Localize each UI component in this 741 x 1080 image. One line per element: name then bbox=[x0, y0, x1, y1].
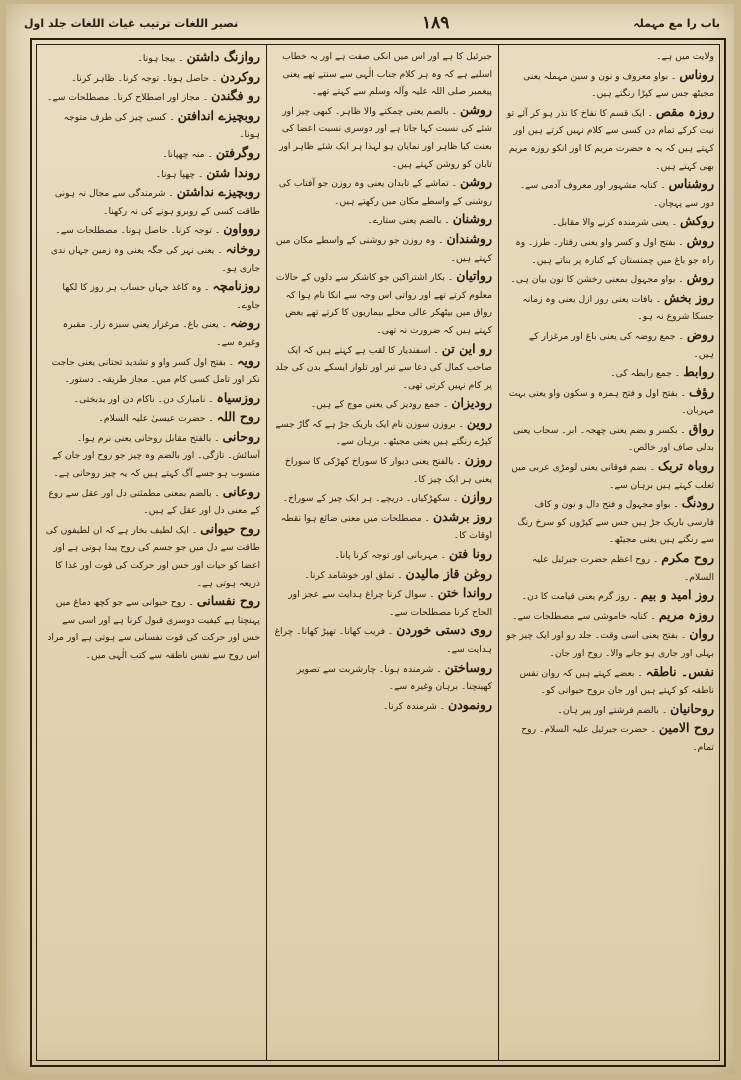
entry-headword: روازنگ داشتن bbox=[186, 49, 260, 64]
dictionary-entry: نفس۔ ناطقہ ۔ بعضے کہتے ہیں کہ روان نفس ناطقہ کو کہتے ہیں اور جان بروح حیوانی کو۔ bbox=[519, 663, 714, 697]
page-number: ۱۸۹ bbox=[422, 13, 450, 33]
dictionary-entry: رونا فتن ۔ مہربانی اور توجہ کرنا پانا۔ bbox=[334, 546, 492, 562]
dictionary-entry: روشن ۔ بالضم یعنی چمکنے والا ظاہر۔ کبھی چیز اور شئے کی نسبت کہا جاتا ہے اور دوسری نسبت اعضا کی بعنت کیا ظاہر اور نمایان ہو لہذا ہر ایک شئے ظاہر اور تابان کو روشن کہتے ہیں۔ bbox=[279, 101, 492, 170]
dictionary-entry: روعانی ۔ بالضم بمعنی مطمئنی دل اور عقل سے روع کے معنی دل اور عقل کے ہیں۔ bbox=[48, 483, 260, 517]
dictionary-entry: روز امید و بیم ۔ روز گرم یعنی قیامت کا دن۔ bbox=[521, 587, 714, 603]
entry-headword: رواندا ختن bbox=[437, 585, 492, 601]
dictionary-entry: روح مکرم ۔ روح اعظم حضرت جبرئیل علیہ السلام۔ bbox=[532, 550, 714, 583]
entry-headword: روزسیاہ bbox=[216, 389, 260, 405]
entry-headword: روگرفتن bbox=[215, 144, 260, 160]
entry-definition: وہ کاغذ جہاں حساب ہر روز کا لکھا جاوے۔ bbox=[62, 282, 260, 311]
entry-definition: مہربانی اور توجہ کرنا پانا۔ bbox=[334, 550, 438, 562]
entry-headword: رواتیان bbox=[456, 268, 492, 284]
dictionary-entry: رو فگندن ۔ مجاز اور اصطلاح کرنا۔ مصطلحات سے۔ bbox=[47, 88, 260, 104]
entry-headword: روز بخش bbox=[664, 289, 714, 305]
entry-headword: روغن قاز مالیدن bbox=[405, 565, 492, 581]
dictionary-entry bbox=[506, 48, 714, 66]
entry-headword: رواق bbox=[688, 420, 714, 436]
dictionary-entry: روازن ۔ سکھڑکیاں۔ دریچے۔ ہر ایک چیز کے سوراخ۔ bbox=[282, 489, 492, 505]
entry-definition: دور سے پہچان۔ bbox=[653, 197, 714, 209]
entry-headword: رونا فتن bbox=[449, 546, 492, 562]
column-divider bbox=[266, 44, 267, 1061]
entry-definition: بفتح یعنی اسی وقت۔ جلد رو اور ایک چیز جو بہلی اور جاری ہو جانے والا۔ روح اور جان۔ bbox=[506, 630, 714, 659]
entry-headword: روح الامین bbox=[658, 720, 714, 736]
entry-headword: روزہ مریم bbox=[658, 606, 714, 622]
entry-definition: بالضم فرشتے اور پیر ہان۔ bbox=[557, 704, 659, 716]
entry-headword: روح نفسانی bbox=[196, 593, 260, 609]
entry-headword: روز برشدن bbox=[432, 508, 492, 524]
entry-headword: روواون bbox=[223, 221, 260, 237]
entry-definition: نامبارک دن۔ ناکام دن اور بدبختی۔ bbox=[73, 393, 206, 405]
entry-definition: بواو مجہول بمعنی رخشن کا نون بیان ہی۔ bbox=[510, 274, 676, 286]
dictionary-entry: روبچیزے اندافتن ۔ کسی چیز کی طرف متوجہ ہونا۔ bbox=[63, 107, 260, 141]
entry-headword: روازن bbox=[461, 489, 492, 505]
dictionary-entry: روساختن ۔ شرمندہ ہونا۔ چارشربت سے تصویر کھینچنا۔ برہان وغیرہ سے۔ bbox=[296, 659, 492, 693]
entry-headword: روندا شتن bbox=[206, 164, 260, 180]
dictionary-entry: روشندان ۔ وہ روزن جو روشنی کے واسطے مکان میں کہتے ہیں۔ bbox=[275, 230, 492, 264]
entry-definition: بافات یعنی روز ازل یعنی وہ زمانہ جسکا شروع نہ ہو۔ bbox=[522, 293, 714, 323]
column-right bbox=[506, 48, 714, 1057]
entry-definition: بیجا ہونا۔ bbox=[137, 53, 176, 64]
entry-definition: بکسر و بضم یعنی چھجہ۔ ابر۔ سحاب یعنی بدلی صاف اور خالص۔ bbox=[513, 424, 714, 454]
entry-headword: روح حیوانی bbox=[200, 520, 260, 536]
dictionary-entry: روح نفسانی ۔ روح حیوانی سے جو کچھ دماغ میں پہنچتا ہے کیفیت دوسری قبول کرنا ہے اور اسی سے حس اور حرکت کی قوت نفسانی سے ہوتی ہے اور مراد اس روح سے نفس ناطقہ سے کتب الٰہی میں۔ bbox=[47, 593, 260, 661]
entry-headword: روح مکرم bbox=[661, 550, 714, 566]
entry-headword: روعانی bbox=[222, 483, 260, 499]
entry-headword: روکردن bbox=[220, 68, 260, 84]
entry-definition: روح حیوانی سے جو کچھ دماغ میں پہنچتا ہے کیفیت دوسری قبول کرنا ہے اور اسی سے حس اور حرکت کی قوت نفسانی سے ہوتی ہے اور مراد اس روح سے نفس ناطقہ سے کتب الٰہی میں۔ bbox=[47, 597, 260, 661]
dictionary-entry: رودیزان ۔ جمع رودیز کی یعنی موج کے ہیں۔ bbox=[310, 395, 492, 411]
entry-headword: روحانیان bbox=[670, 700, 714, 716]
entry-headword: رؤف bbox=[688, 383, 714, 399]
entry-definition: روز گرم یعنی قیامت کا دن۔ bbox=[521, 591, 630, 603]
entry-headword: روین bbox=[466, 414, 492, 430]
entry-headword: رودنگ bbox=[681, 495, 714, 511]
dictionary-entry: روبچیزے نداشتن ۔ شرمندگی سے مجال نہ ہونی طاقت کسی کے روبرو ہونے کی نہ رکھنا۔ bbox=[54, 184, 260, 217]
entry-headword: رونمودن bbox=[448, 696, 492, 712]
dictionary-entry: روحانیان ۔ بالضم فرشتے اور پیر ہان۔ bbox=[557, 700, 714, 716]
entry-definition: یعنی باغ۔ مرغزار یعنی سبزہ زار۔ مقبرہ وغیرہ سے۔ bbox=[62, 319, 260, 348]
entry-headword: رویہ bbox=[237, 352, 260, 368]
entry-definition: کنایہ خاموشی سے مصطلحات سے۔ bbox=[512, 610, 648, 622]
entry-headword: روی دستی خوردن bbox=[396, 622, 492, 638]
dictionary-entry: رواندا ختن ۔ سوال کرنا چراغ ہدایت سے عجز اور الحاح کرنا مصطلحات سے۔ bbox=[288, 585, 492, 618]
dictionary-entry: روح اللہ ۔ حضرت عیسیٰ علیہ السلام۔ bbox=[98, 409, 260, 425]
entry-headword: روساختن bbox=[444, 659, 492, 675]
entry-definition: توجہ کرنا۔ حاصل ہونا۔ مصطلحات سے۔ bbox=[55, 225, 212, 237]
entry-headword: رو این تن bbox=[441, 340, 492, 356]
dictionary-entry: روباہ تربک ۔ بضم فوقانی یعنی لومڑی عربی میں ثعلب کہتے ہیں برہان سے۔ bbox=[511, 458, 714, 491]
entry-definition: بضم فوقانی یعنی لومڑی عربی میں ثعلب کہتے ہیں برہان سے۔ bbox=[511, 462, 714, 491]
dictionary-entry: رودنگ ۔ بواو مجہول و فتح دال و نون و کاف فارسی باریک جڑ ہیں جس سے کپڑوں کو سرخ رنگ سے رنگتے ہیں یعنی مجیٹھ۔ bbox=[517, 495, 714, 546]
dictionary-entry: روح حیوانی ۔ ایک لطیف بخار ہے کہ ان لطیفوں کی طاقت سے دل میں جو جسم کی روح پیدا ہوتی ہے اور اعضا کو حیات اور حس اور حرکت کی قوت اور غذا کا ذریعہ ہوتی ہے۔ bbox=[45, 520, 260, 589]
entry-headword: روباہ تربک bbox=[657, 458, 714, 474]
entry-definition: شرمندہ کرنا۔ bbox=[383, 700, 437, 712]
entry-definition: مجاز اور اصطلاح کرنا۔ مصطلحات سے۔ bbox=[47, 92, 200, 104]
entry-definition: جمع رابطہ کی۔ bbox=[610, 368, 672, 380]
entry-headword: روح اللہ bbox=[216, 409, 260, 425]
dictionary-entry bbox=[506, 195, 714, 213]
header-section-title: باب را مع مہملہ bbox=[633, 16, 720, 30]
entry-definition: جبرئیل کا ہے اور اس میں انکی صفت ہے اور یہ خطاب اسلیے ہے کہ وہ ہر کلام جناب الٰہی سے سنتے تھے یعنی پیغمبر صلی اللہ علیہ وآلہ وسلم سے کہتے تھے۔ bbox=[282, 51, 492, 98]
entry-headword: روزنامچہ bbox=[212, 278, 260, 294]
entry-definition: جمع رودیز کی یعنی موج کے ہیں۔ bbox=[310, 399, 441, 411]
entry-definition: کنایہ مشہور اور معروف آدمی سے۔ bbox=[519, 180, 658, 192]
entry-definition: حضرت عیسیٰ علیہ السلام۔ bbox=[98, 413, 206, 425]
entry-definition: کسی چیز کی طرف متوجہ ہونا۔ bbox=[63, 111, 260, 141]
entry-definition: یعنی نہر کی جگہ یعنی وہ زمین جہاں ندی جاری ہو۔ bbox=[50, 244, 260, 274]
dictionary-entry: روز برشدن ۔ مصطلحات میں معنی ضائع ہوا نقطہ اوقات کا۔ bbox=[280, 508, 492, 542]
dictionary-entry: روندا شتن ۔ چھپا ہونا۔ bbox=[155, 164, 260, 180]
dictionary-entry: روخانہ ۔ یعنی نہر کی جگہ یعنی وہ زمین جہاں ندی جاری ہو۔ bbox=[50, 240, 260, 274]
entry-headword: روان bbox=[689, 626, 714, 642]
entry-definition: بالفتح مقابل روحانی یعنی نرم ہوا۔ آسائش۔ تازگی۔ اور بالضم وہ چیز جو روح اور جان کے منسوب ہو جسے آگ کہتے ہیں کہ یہ چیز روحانی ہے۔ bbox=[52, 432, 260, 480]
dictionary-entry: روز بخش ۔ بافات یعنی روز ازل یعنی وہ زمانہ جسکا شروع نہ ہو۔ bbox=[522, 289, 714, 323]
dictionary-entry bbox=[274, 48, 492, 101]
entry-definition: سکھڑکیاں۔ دریچے۔ ہر ایک چیز کے سوراخ۔ bbox=[282, 493, 450, 505]
entry-definition: حاصل ہونا۔ توجہ کرنا۔ ظاہر کرنا۔ bbox=[71, 72, 210, 84]
entry-headword: روبچیزے اندافتن bbox=[177, 107, 260, 123]
entry-headword: روش bbox=[686, 232, 714, 248]
entry-definition: ایک قسم کا نفاخ کا نذر ہو کر آئے تو نیت کرکے تمام دن کسی سے کلام نہیں کرتے ہیں اور کہتے ہیں کہ یہ ہ حضرت مریم کا اور انکو روزہ مریم بھی کہتے ہیں۔ bbox=[506, 107, 714, 172]
dictionary-entry: روکردن ۔ حاصل ہونا۔ توجہ کرنا۔ ظاہر کرنا۔ bbox=[71, 68, 260, 84]
entry-definition: بکار اشتراکین جو کاشکر سے دلوں کے حالات معلوم کرتے تھے اور رواتی اس وجہ سے انکا نام ہوا کہ رواق میں بیٹھکر عالی محلے بیماریوں کا کرتے تھے بعض کہتے ہیں کہ ضرورت نہ تھی۔ bbox=[275, 272, 492, 336]
entry-definition: حضرت جبرئیل علیہ السلام۔ روح تمام۔ bbox=[521, 724, 714, 753]
dictionary-entry: رؤف ۔ بفتح اول و فتح ہمزہ و سکون واو یعنی بہت مہربان۔ bbox=[508, 383, 714, 417]
entry-headword: روشناس bbox=[668, 176, 714, 192]
entry-headword: روشنان bbox=[452, 211, 492, 227]
dictionary-entry: رو این تن ۔ اسفندیار کا لقب ہے کہتے ہیں کہ ایک صاحب کمال کی دعا سے تیر اور تلوار ایسکے بدن کی جلد پر کام نہیں کرتی تھی۔ bbox=[275, 340, 492, 391]
entry-definition: بواو معروف و نون و سین مہملہ یعنی مجیٹھ جس سے کپڑا رنگتے ہیں۔ bbox=[523, 70, 714, 100]
entry-definition: بعضے کہتے ہیں کہ روان نفس ناطقہ کو کہتے ہیں اور جان بروح حیوانی کو۔ bbox=[519, 667, 714, 697]
entry-definition: اسفندیار کا لقب ہے کہتے ہیں کہ ایک صاحب کمال کی دعا سے تیر اور تلوار ایسکے بدن کی جلد پر کام نہیں کرتی تھی۔ bbox=[275, 344, 492, 391]
entry-headword: نفس۔ ناطقہ bbox=[645, 663, 714, 679]
entry-headword: روخانہ bbox=[225, 240, 260, 256]
dictionary-entry: روزن ۔ بالفتح یعنی دیوار کا سوراخ کھڑکی کا سوراخ یعنی ہر ایک چیز کا۔ bbox=[284, 452, 492, 485]
entry-definition: ولایت میں ہے۔ bbox=[656, 51, 714, 62]
entry-definition: تماشے کے تابدان یعنی وہ روزن جو آفتاب کی روشنی کے واسطے مکان میں رکھتے ہیں۔ bbox=[278, 178, 492, 207]
entry-headword: روضہ bbox=[229, 315, 260, 331]
entry-headword: روشندان bbox=[446, 230, 492, 246]
dictionary-entry: روشن ۔ تماشے کے تابدان یعنی وہ روزن جو آفتاب کی روشنی کے واسطے مکان میں رکھتے ہیں۔ bbox=[278, 174, 492, 207]
dictionary-entry: رونمودن ۔ شرمندہ کرنا۔ bbox=[383, 696, 492, 712]
entry-definition: تملق اور خوشامد کرنا۔ bbox=[304, 569, 395, 581]
entry-definition: سوال کرنا چراغ ہدایت سے عجز اور الحاح کرنا مصطلحات سے۔ bbox=[288, 589, 492, 618]
dictionary-page bbox=[6, 4, 734, 1074]
dictionary-entry: روش ۔ بفتح اول و کسر واو یعنی رفتار۔ طرز۔ وہ راہ جو باغ میں چمنستان کے کنارہ پر بناتے ہیں۔ bbox=[515, 232, 714, 266]
dictionary-entry: روین ۔ بروزن سوزن نام ایک باریک جڑ ہے کہ گاڑ جسے کپڑے رنگتے ہیں یعنی مجیٹھ۔ برہان سے۔ bbox=[275, 414, 492, 448]
header-book-title: نصیر اللغات ترتیب غیاث اللغات جلد اول bbox=[24, 16, 239, 30]
entry-definition: یعنی شرمندہ کرنے والا مقابل۔ bbox=[552, 217, 669, 229]
entry-definition: بالفتح یعنی دیوار کا سوراخ کھڑکی کا سوراخ یعنی ہر ایک چیز کا۔ bbox=[284, 456, 492, 485]
dictionary-entry: روی دستی خوردن ۔ فریب کھانا۔ تھپڑ کھانا۔ چراغ ہدایت سے۔ bbox=[274, 622, 492, 655]
dictionary-entry: رواق ۔ بکسر و بضم یعنی چھجہ۔ ابر۔ سحاب یعنی بدلی صاف اور خالص۔ bbox=[513, 420, 714, 454]
entry-headword: روبچیزے نداشتن bbox=[176, 184, 260, 200]
dictionary-entry: رواتیان ۔ بکار اشتراکین جو کاشکر سے دلوں کے حالات معلوم کرتے تھے اور رواتی اس وجہ سے انکا نام ہوا کہ رواق میں بیٹھکر عالی محلے بیماریوں کا کرتے تھے بعض کہتے ہیں کہ ضرورت نہ تھی۔ bbox=[275, 268, 492, 336]
dictionary-entry: روشناس ۔ کنایہ مشہور اور معروف آدمی سے۔ bbox=[519, 176, 714, 192]
entry-definition: فریب کھانا۔ تھپڑ کھانا۔ چراغ ہدایت سے۔ bbox=[274, 626, 492, 655]
entry-definition: بفتح اول و کسر واو یعنی رفتار۔ طرز۔ وہ راہ جو باغ میں چمنستان کے کنارہ پر بناتے ہیں۔ bbox=[515, 236, 714, 266]
dictionary-entry: روشنان ۔ بالضم یعنی ستارے۔ bbox=[367, 211, 492, 227]
entry-definition: ایک لطیف بخار ہے کہ ان لطیفوں کی طاقت سے دل میں جو جسم کی روح پیدا ہوتی ہے اور اعضا کو حیات اور حس اور حرکت کی قوت اور غذا کا ذریعہ ہوتی ہے۔ bbox=[45, 524, 260, 589]
dictionary-entry: روگرفتن ۔ منہ چھپانا۔ bbox=[162, 144, 260, 160]
entry-headword: رودیزان bbox=[451, 395, 492, 411]
column-divider bbox=[498, 44, 499, 1061]
entry-headword: روزہ مقص bbox=[655, 103, 714, 119]
entry-definition: بالضم یعنی ستارے۔ bbox=[367, 215, 442, 227]
entry-definition: روح اعظم حضرت جبرئیل علیہ السلام۔ bbox=[532, 554, 714, 583]
entry-definition: بفتح اول و فتح ہمزہ و سکون واو یعنی بہت مہربان۔ bbox=[508, 387, 714, 417]
dictionary-entry: روح الامین ۔ حضرت جبرئیل علیہ السلام۔ روح تمام۔ bbox=[521, 720, 714, 753]
entry-headword: روز امید و بیم bbox=[640, 587, 714, 603]
dictionary-entry: روغن قاز مالیدن ۔ تملق اور خوشامد کرنا۔ bbox=[304, 565, 492, 581]
entry-headword: روشن bbox=[459, 174, 492, 190]
entry-definition: شرمندہ ہونا۔ چارشربت سے تصویر کھینچنا۔ برہان وغیرہ سے۔ bbox=[296, 663, 492, 693]
column-middle bbox=[274, 48, 492, 1057]
text-frame bbox=[30, 38, 726, 1067]
entry-definition: بالضم یعنی چمکنے والا ظاہر۔ کبھی چیز اور شئے کی نسبت کہا جاتا ہے اور دوسری نسبت اعضا کی بعنت کیا ظاہر اور نمایان ہو لہذا ہر ایک شئے ظاہر اور تابان کو روشن کہتے ہیں۔ bbox=[279, 105, 492, 170]
entry-definition: شرمندگی سے مجال نہ ہونی طاقت کسی کے روبرو ہونے کی نہ رکھنا۔ bbox=[54, 188, 260, 217]
entry-headword: روکش bbox=[680, 213, 714, 229]
dictionary-entry: روزہ مریم ۔ کنایہ خاموشی سے مصطلحات سے۔ bbox=[512, 606, 714, 622]
running-header bbox=[24, 10, 720, 36]
dictionary-entry: روحانی ۔ بالفتح مقابل روحانی یعنی نرم ہوا۔ آسائش۔ تازگی۔ اور بالضم وہ چیز جو روح اور جان کے منسوب ہو جسے آگ کہتے ہیں کہ یہ چیز روحانی ہے۔ bbox=[52, 428, 260, 480]
entry-definition: منہ چھپانا۔ bbox=[162, 148, 205, 160]
entry-headword: روزن bbox=[464, 452, 492, 468]
entry-definition: وہ روزن جو روشنی کے واسطے مکان میں کہتے ہیں۔ bbox=[275, 234, 492, 264]
dictionary-entry: روان ۔ بفتح یعنی اسی وقت۔ جلد رو اور ایک چیز جو بہلی اور جاری ہو جانے والا۔ روح اور جان۔ bbox=[506, 626, 714, 659]
dictionary-entry: روزہ مقص ۔ ایک قسم کا نفاخ کا نذر ہو کر آئے تو نیت کرکے تمام دن کسی سے کلام نہیں کرتے ہیں اور کہتے ہیں کہ یہ ہ حضرت مریم کا اور انکو روزہ مریم بھی کہتے ہیں۔ bbox=[506, 103, 714, 172]
dictionary-entry: روواون ۔ توجہ کرنا۔ حاصل ہونا۔ مصطلحات سے۔ bbox=[55, 221, 260, 237]
dictionary-entry: روضہ ۔ یعنی باغ۔ مرغزار یعنی سبزہ زار۔ مقبرہ وغیرہ سے۔ bbox=[62, 315, 260, 348]
column-left bbox=[42, 48, 260, 1057]
entry-definition: چھپا ہونا۔ bbox=[155, 168, 196, 180]
entry-definition: بالضم بمعنی مطمئنی دل اور عقل سے روع کے معنی دل اور عقل کے ہیں۔ bbox=[48, 487, 260, 517]
entry-headword: روناس bbox=[679, 66, 714, 82]
dictionary-entry: روکش ۔ یعنی شرمندہ کرنے والا مقابل۔ bbox=[552, 213, 714, 229]
entry-headword: روش bbox=[686, 270, 714, 286]
dictionary-entry: روازنگ داشتن ۔ بیجا ہونا۔ bbox=[137, 49, 260, 64]
entry-headword: روض bbox=[686, 326, 714, 342]
dictionary-entry: رویہ ۔ بفتح اول کسر واو و تشدید تحتانی یعنی حاجت نکر اور تامل کسی کام میں۔ مجاز طریقہ۔ دستور۔ bbox=[51, 352, 260, 386]
entry-definition: مصطلحات میں معنی ضائع ہوا نقطہ اوقات کا۔ bbox=[280, 512, 492, 542]
dictionary-entry: روزنامچہ ۔ وہ کاغذ جہاں حساب ہر روز کا لکھا جاوے۔ bbox=[62, 278, 260, 311]
dictionary-entry: روض ۔ جمع روضہ کی یعنی باغ اور مرغزار کے ہیں۔ bbox=[528, 326, 714, 360]
dictionary-entry: روش ۔ بواو مجہول بمعنی رخشن کا نون بیان ہی۔ bbox=[510, 270, 714, 286]
entry-headword: روابط bbox=[683, 364, 714, 380]
entry-definition: بروزن سوزن نام ایک باریک جڑ ہے کہ گاڑ جسے کپڑے رنگتے ہیں یعنی مجیٹھ۔ برہان سے۔ bbox=[275, 418, 492, 448]
dictionary-entry: روابط ۔ جمع رابطہ کی۔ bbox=[610, 364, 714, 380]
entry-headword: روحانی bbox=[222, 428, 260, 444]
entry-definition: جمع روضہ کی یعنی باغ اور مرغزار کے ہیں۔ bbox=[528, 330, 714, 360]
entry-headword: روشن bbox=[459, 101, 492, 117]
dictionary-entry: روزسیاہ ۔ نامبارک دن۔ ناکام دن اور بدبختی۔ bbox=[73, 389, 260, 405]
entry-definition: بفتح اول کسر واو و تشدید تحتانی یعنی حاجت نکر اور تامل کسی کام میں۔ مجاز طریقہ۔ دستور۔ bbox=[51, 356, 260, 386]
entry-definition: بواو مجہول و فتح دال و نون و کاف فارسی باریک جڑ ہیں جس سے کپڑوں کو سرخ رنگ سے رنگتے ہیں یعنی مجیٹھ۔ bbox=[517, 499, 714, 546]
entry-headword: رو فگندن bbox=[211, 88, 260, 104]
dictionary-entry: روناس ۔ بواو معروف و نون و سین مہملہ یعنی مجیٹھ جس سے کپڑا رنگتے ہیں۔ bbox=[523, 66, 714, 100]
